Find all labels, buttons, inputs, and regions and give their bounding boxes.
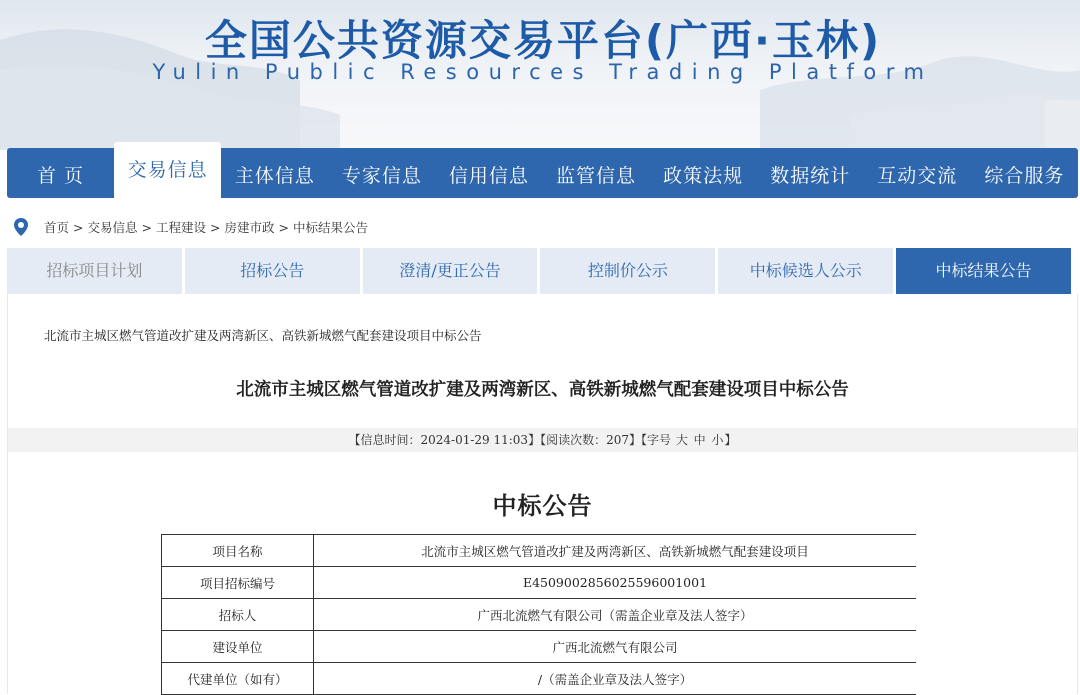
tab-award-result[interactable]: 中标结果公告 [896,248,1071,294]
nav-item-services[interactable]: 综合服务 [984,165,1065,187]
nav-item-interaction[interactable]: 互动交流 [877,165,958,187]
article-small-title: 北流市主城区燃气管道改扩建及两湾新区、高铁新城燃气配套建设项目中标公告 [44,328,482,343]
table-key: 招标人 [162,599,314,631]
meta-time-label: 【信息时间： [348,433,421,447]
meta-end: 】 [724,433,737,447]
table-row [162,631,917,663]
tab-clarification[interactable]: 澄清/更正公告 [363,248,538,294]
meta-views-label: 】【阅读次数： [528,433,607,447]
breadcrumb-separator: > [278,219,289,235]
article-meta [8,428,1077,452]
notice-title: 中标公告 [492,491,593,520]
table-key: 项目招标编号 [162,567,314,599]
nav-item-supervision-info[interactable]: 监管信息 [556,165,637,187]
table-key: 项目名称 [162,535,314,567]
article-content [7,294,1078,694]
breadcrumb-separator: > [141,219,152,235]
font-size-large-button[interactable]: 大 [675,433,688,447]
table-row [162,535,917,567]
table-row [162,663,917,695]
table-value: 北流市主城区燃气管道改扩建及两湾新区、高铁新城燃气配套建设项目 [314,535,917,567]
nav-item-policy[interactable]: 政策法规 [663,165,744,187]
breadcrumb-trading-info[interactable]: 交易信息 [87,220,138,235]
tab-control-price[interactable]: 控制价公示 [540,248,715,294]
font-size-small-button[interactable]: 小 [711,433,724,447]
table-value: 广西北流燃气有限公司 [314,631,917,663]
table-value: E4509002856025596001001 [314,567,917,599]
sub-tabs [7,248,1071,294]
award-info-table [161,534,916,695]
nav-item-home[interactable]: 首 页 [37,165,85,187]
nav-item-trading-info[interactable]: 交易信息 [114,142,221,198]
breadcrumb-separator: > [210,219,221,235]
main-nav [7,148,1078,198]
breadcrumb-home[interactable]: 首页 [44,220,70,235]
tab-bid-announcement[interactable]: 招标公告 [185,248,360,294]
site-subtitle: Yulin Public Resources Trading Platform [152,60,934,84]
table-row [162,599,917,631]
article-title: 北流市主城区燃气管道改扩建及两湾新区、高铁新城燃气配套建设项目中标公告 [236,380,849,400]
breadcrumb-separator: > [73,219,84,235]
breadcrumb-engineering[interactable]: 工程建设 [156,220,207,235]
breadcrumb [12,216,368,238]
table-row [162,567,917,599]
nav-item-statistics[interactable]: 数据统计 [770,165,851,187]
nav-item-expert-info[interactable]: 专家信息 [341,165,422,187]
tab-candidate[interactable]: 中标候选人公示 [718,248,893,294]
site-title: 全国公共资源交易平台(广西·玉林) [204,16,882,65]
nav-item-entity-info[interactable]: 主体信息 [234,165,315,187]
meta-views-value: 207 [606,433,629,447]
site-banner [0,0,1080,150]
table-value: 广西北流燃气有限公司（需盖企业章及法人签字） [314,599,917,631]
table-key: 建设单位 [162,631,314,663]
meta-font-label: 】【字号 [628,433,671,447]
breadcrumb-current[interactable]: 中标结果公告 [293,220,369,235]
nav-item-credit-info[interactable]: 信用信息 [448,165,529,187]
location-pin-icon [12,217,30,237]
breadcrumb-housing-municipal[interactable]: 房建市政 [224,220,275,235]
table-value: /（需盖企业章及法人签字） [314,663,917,695]
table-key: 代建单位（如有） [162,663,314,695]
meta-time-value: 2024-01-29 11:03 [420,433,529,447]
font-size-medium-button[interactable]: 中 [693,433,706,447]
tab-bid-plan[interactable]: 招标项目计划 [7,248,182,294]
